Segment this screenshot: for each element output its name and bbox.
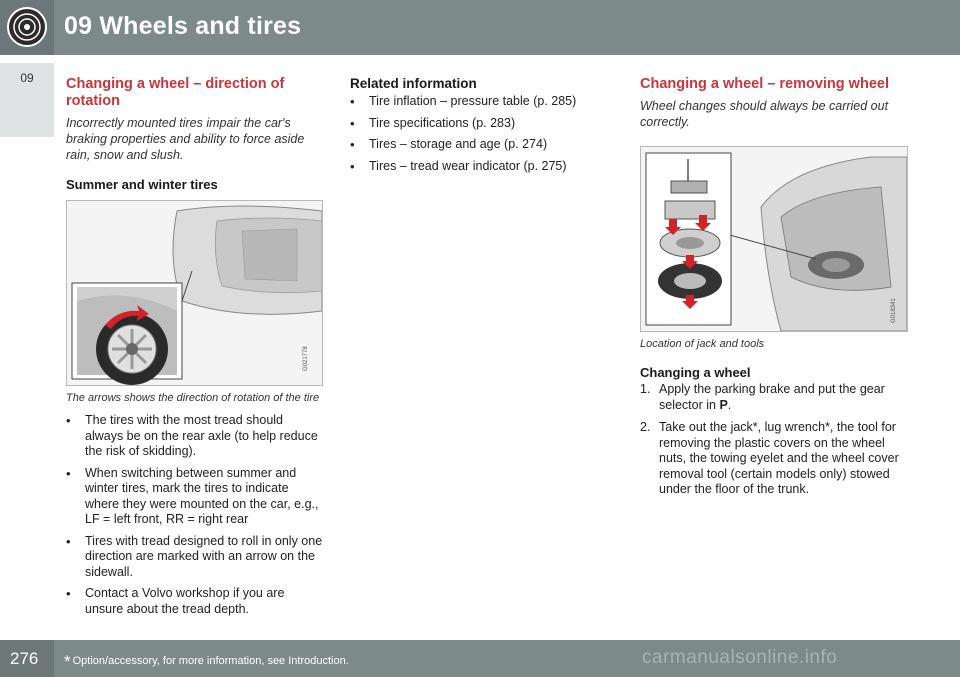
subheading-changing-wheel: Changing a wheel [640, 365, 751, 380]
subheading-summer-winter: Summer and winter tires [66, 177, 218, 192]
related-link-pressure-table[interactable]: • Tire inflation – pressure table (p. 285) [350, 94, 600, 110]
related-info-heading: Related information [350, 76, 477, 91]
figure-id: G018341 [891, 298, 897, 323]
step-number: 1. [640, 382, 651, 396]
step-item [640, 420, 908, 498]
section-intro: Wheel changes should always be carried out correctly. [640, 99, 889, 129]
related-link-tread-wear[interactable]: • Tires – tread wear indicator (p. 275) [350, 159, 600, 175]
steps-list [640, 382, 908, 498]
list-item: • When switching between summer and winter tires, mark the tires to indicate where they were mounted on the car, e.g., LF = left front, RR = right rear [66, 466, 324, 528]
footnote [64, 652, 349, 672]
tire-rotation-figure [66, 200, 323, 386]
list-item: • Tires with tread designed to roll in only one direction are marked with an arrow on the sidewall. [66, 534, 324, 581]
section-intro: Incorrectly mounted tires impair the car's braking properties and ability to force aside rain, snow and slush. [66, 116, 305, 162]
jack-tools-figure [640, 146, 908, 332]
list-item: • The tires with the most tread should always be on the rear axle (to help reduce the risk of skidding). [66, 413, 324, 460]
page-title: 09 Wheels and tires [64, 12, 302, 40]
footnote-star: * [64, 652, 71, 671]
column-direction-of-rotation [66, 76, 324, 623]
chapter-number: 09 [20, 71, 34, 85]
column-removing-wheel [640, 76, 908, 505]
related-link-storage-age[interactable]: • Tires – storage and age (p. 274) [350, 137, 600, 153]
step-text: Take out the jack*, lug wrench*, the tool for removing the plastic covers on the wheel nuts, the towing eyelet and the wheel cover removal tool (certain models only) stowed under the floor of the trunk. [659, 420, 899, 496]
section-heading: Changing a wheel – direction of rotation [66, 76, 285, 109]
section-heading: Changing a wheel – removing wheel [640, 76, 889, 92]
trunk-illustration [641, 147, 907, 331]
column-related-information [350, 76, 600, 180]
footnote-text: Option/accessory, for more information, see Introduction. [72, 655, 349, 667]
related-links-list [350, 94, 600, 174]
watermark: carmanualsonline.info [642, 647, 838, 668]
step-text: Apply the parking brake and put the gear selector in [659, 382, 885, 412]
figure-caption: Location of jack and tools [640, 338, 765, 350]
tire-tips-list [66, 413, 324, 617]
car-top-illustration [67, 201, 322, 385]
wheel-icon [6, 6, 48, 48]
header-logo-box [0, 0, 54, 55]
page-number: 276 [10, 649, 39, 668]
list-item: • Contact a Volvo workshop if you are unsure about the tread depth. [66, 586, 324, 617]
step-number: 2. [640, 420, 651, 434]
step-item [640, 382, 908, 413]
step-bold: P [719, 397, 728, 412]
step-text-end: . [727, 397, 732, 412]
figure-id: G021778 [303, 346, 309, 371]
figure-caption: The arrows shows the direction of rotation of the tire [66, 392, 320, 404]
related-link-specifications[interactable]: • Tire specifications (p. 283) [350, 116, 600, 132]
